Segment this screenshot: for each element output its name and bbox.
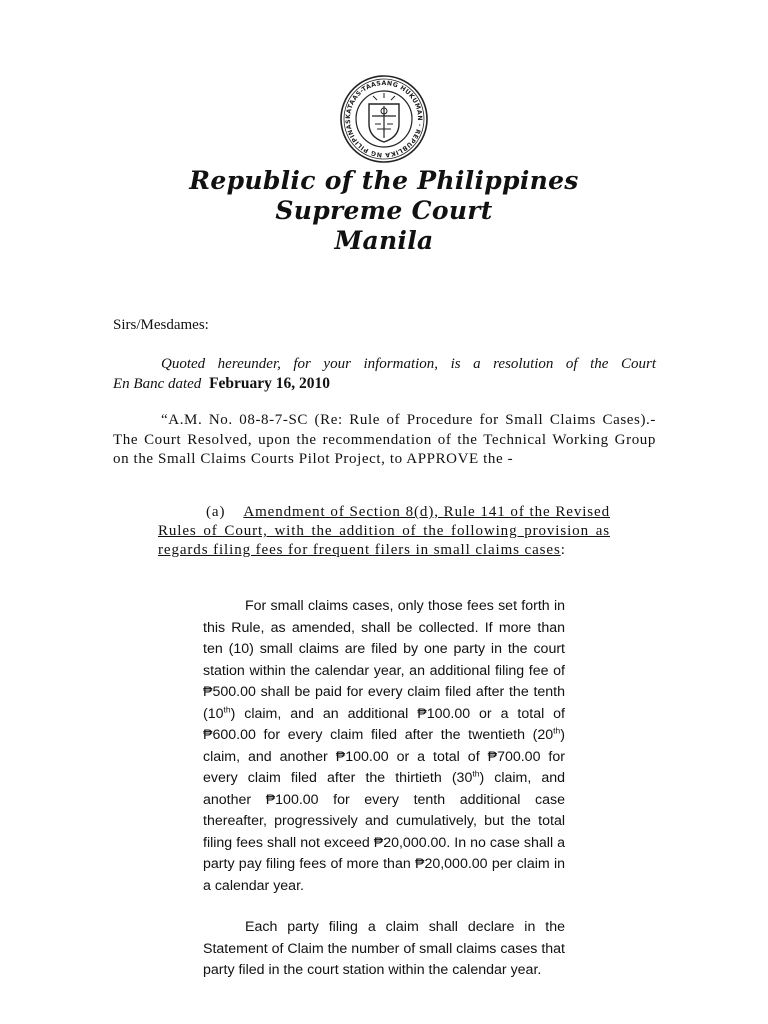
court-header: [0, 166, 768, 256]
quoted-intro: [113, 354, 656, 394]
seal-ring-text: KATAAS-TAASANG HUKUMAN · REPUBLIKA NG PILIPINAS: [344, 79, 424, 159]
amendment-suffix: :: [560, 542, 566, 558]
provision-text-d: ) claim, and another ₱100.00 for every tenth additional case thereafter, progressively and cumulatively, but the total filing fees shall not exceed ₱20,000.00. In no case shall a party pay filing fees of more than ₱20,000.00 per claim in a calendar year.: [203, 770, 566, 894]
quoted-provision: [203, 596, 565, 982]
amendment-text: Amendment of Section 8(d), Rule 141 of the Revised Rules of Court, with the addition of the following provision as regards filing fees for frequent filers in small claims cases: [158, 504, 610, 558]
superscript-th: th: [553, 725, 561, 736]
supreme-court-seal-icon: [339, 74, 429, 164]
quoted-line-1: Quoted hereunder, for your information, is a resolution of the Court: [161, 356, 656, 372]
amendment-label: (a): [206, 504, 226, 520]
provision-paragraph-1: [203, 596, 565, 897]
header-supreme-court: Supreme Court: [275, 196, 493, 225]
provision-paragraph-2: Each party filing a claim shall declare in the Statement of Claim the number of small claims cases that party filed in the court station within the calendar year.: [203, 919, 565, 978]
header-manila: Manila: [334, 226, 434, 255]
salutation: Sirs/Mesdames:: [113, 317, 209, 333]
superscript-th: th: [223, 703, 231, 714]
resolution-date: February 16, 2010: [209, 375, 331, 392]
resolution-paragraph: “A.M. No. 08-8-7-SC (Re: Rule of Procedure for Small Claims Cases).- The Court Resolved, upon the recommendation of the Technical Working Group on the Small Claims Courts Pilot Project, to APPROVE the -: [113, 412, 656, 467]
resolution-text: [113, 411, 656, 470]
superscript-th: th: [472, 768, 480, 779]
header-republic: Republic of the Philippines: [189, 166, 579, 195]
amendment-item: [158, 503, 610, 560]
provision-text-a: For small claims cases, only those fees set forth in this Rule, as amended, shall be collected. If more than ten (10) small claims are filed by one party in the court station within the calendar year, an additional filing fee of ₱500.00 shall be paid for every claim filed after the tenth (10: [203, 598, 565, 722]
provision-text-c: ) claim, and another ₱100.00 or a total of ₱700.00 for every claim filed after the thirtieth (30: [203, 727, 565, 786]
provision-text-b: ) claim, and an additional ₱100.00 or a total of ₱600.00 for every claim filed after the twentieth (20: [203, 705, 565, 743]
quoted-line-2: En Banc dated: [113, 376, 202, 392]
